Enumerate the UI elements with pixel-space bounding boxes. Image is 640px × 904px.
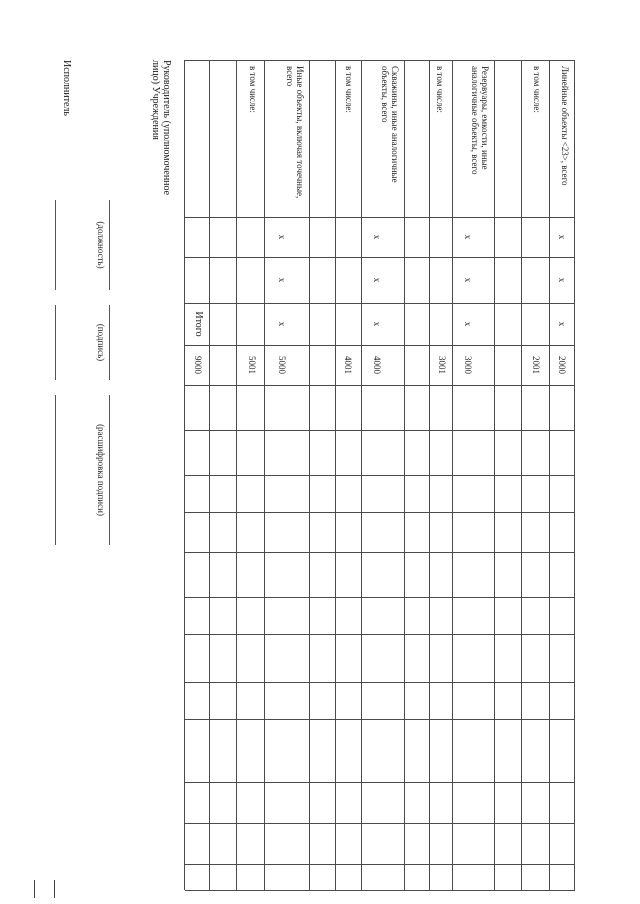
- row-code: 3001: [437, 356, 447, 374]
- table-cell: x: [372, 321, 382, 327]
- row-label: Иные объекты, включая точечные, всего: [285, 66, 305, 199]
- row-label: Резервуары, емкости, иные аналогичные объекты, всего: [470, 66, 490, 175]
- table-cell: x: [557, 234, 567, 240]
- executor-signature-line: [55, 305, 56, 380]
- position-caption: (должность): [96, 221, 106, 269]
- table-cell: x: [557, 277, 567, 283]
- decoding-line: [109, 395, 110, 545]
- row-code: 2001: [531, 356, 541, 374]
- table-cell: x: [463, 277, 473, 283]
- scan-mark: [54, 880, 55, 898]
- row-label: Скважины, иные аналогичные объекты, всего: [380, 66, 400, 183]
- row-label: в том числе:: [248, 66, 258, 113]
- row-code: 4000: [372, 356, 382, 374]
- total-label: Итого: [193, 311, 204, 337]
- table-cell: x: [277, 277, 287, 283]
- row-code: 5001: [247, 356, 257, 374]
- table-cell: x: [372, 277, 382, 283]
- executor-decoding-line: [55, 395, 56, 545]
- decoding-caption: (расшифровка подписи): [96, 424, 106, 516]
- table-cell: x: [277, 234, 287, 240]
- row-code: 4001: [343, 356, 353, 374]
- scan-mark: [34, 880, 35, 898]
- position-line: [109, 200, 110, 290]
- row-code: 3000: [463, 356, 473, 374]
- row-code: 9000: [193, 356, 203, 374]
- table-cell: x: [372, 234, 382, 240]
- row-label: в том числе:: [532, 66, 542, 113]
- row-label: в том числе:: [344, 66, 354, 113]
- executor-label: Исполнитель: [61, 60, 72, 116]
- table-cell: x: [463, 321, 473, 327]
- row-code: 2000: [557, 356, 567, 374]
- table-cell: x: [277, 321, 287, 327]
- signature-line: [109, 305, 110, 380]
- row-label: Линейные объекты <23>, всего: [560, 66, 570, 186]
- head-label: Руководитель (уполномоченное лицо) Учреждения: [150, 60, 172, 196]
- row-label: в том числе:: [435, 66, 445, 113]
- signature-caption: (подпись): [96, 323, 106, 362]
- row-code: 5000: [277, 356, 287, 374]
- executor-position-line: [55, 200, 56, 290]
- table-cell: x: [463, 234, 473, 240]
- table-cell: x: [557, 321, 567, 327]
